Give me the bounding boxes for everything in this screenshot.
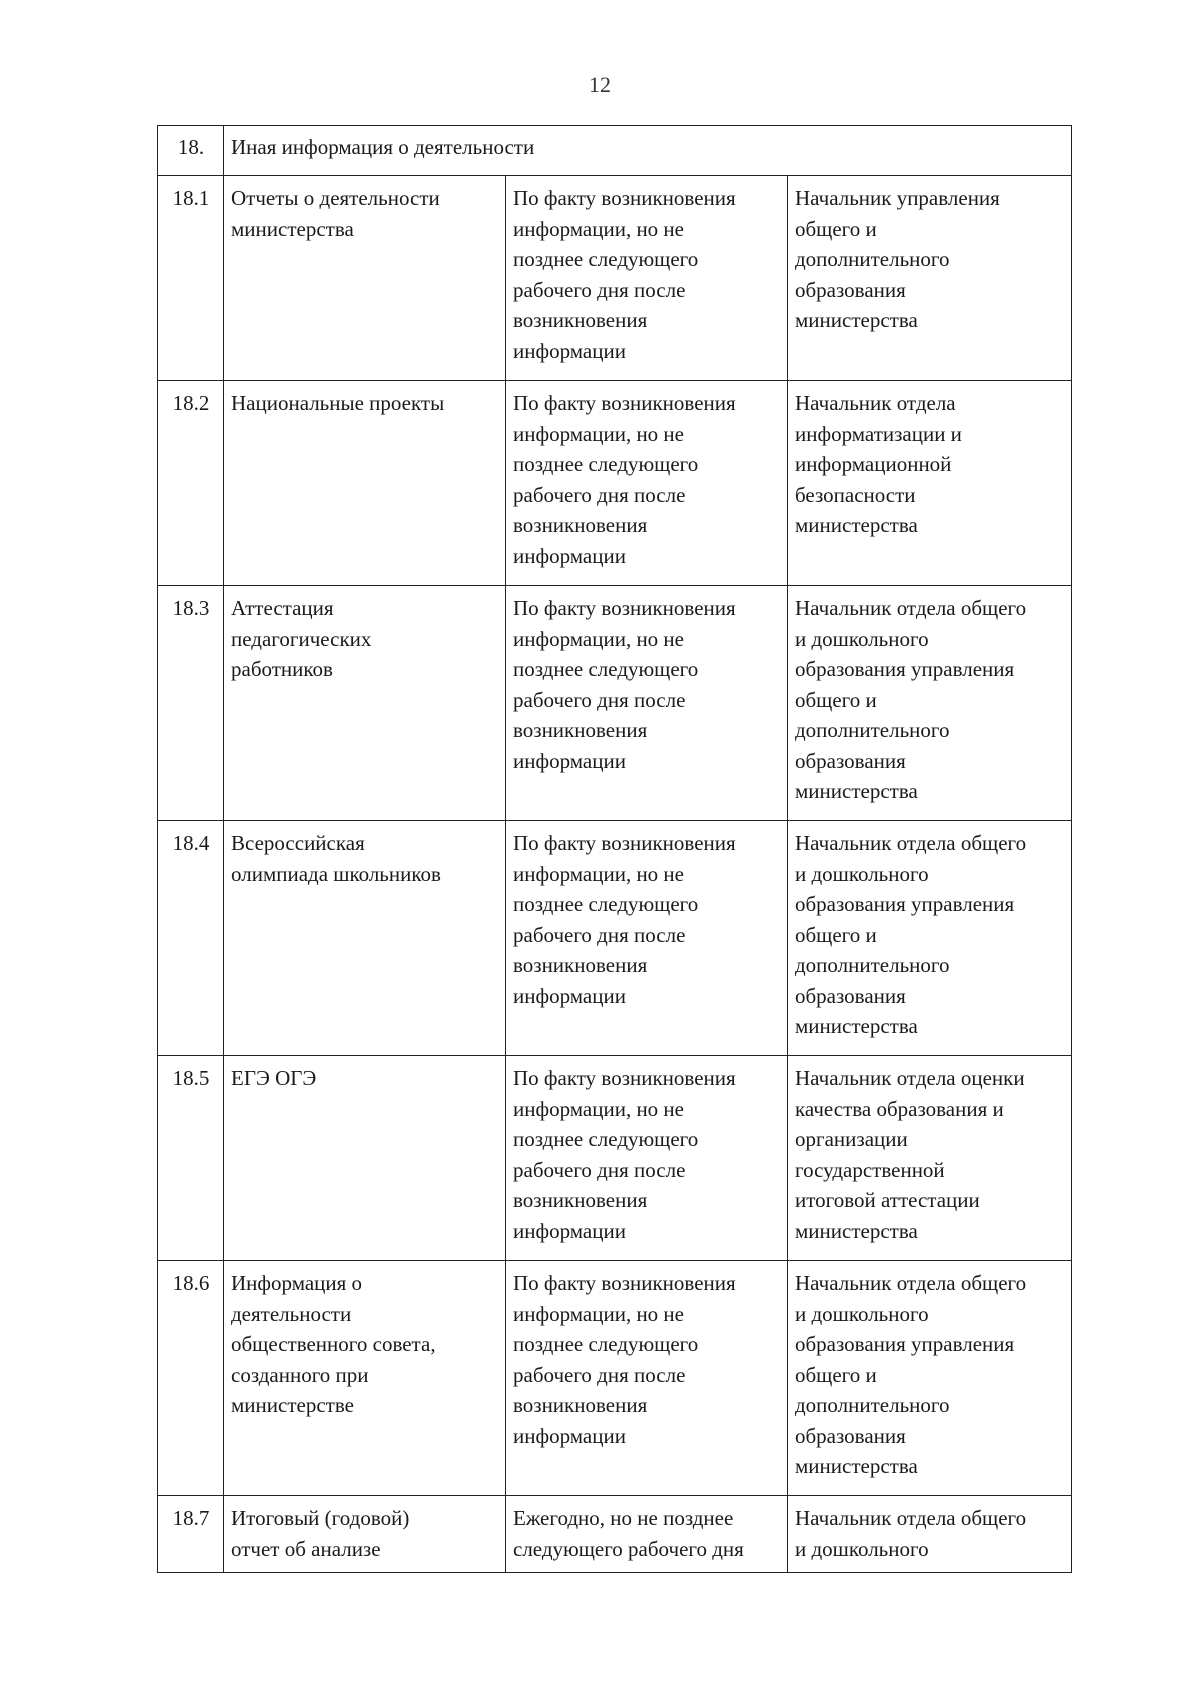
row-term: Ежегодно, но не позднее следующего рабочего дня <box>506 1496 788 1573</box>
row-term: По факту возникновения информации, но не позднее следующего рабочего дня после возникновения информации <box>506 1056 788 1261</box>
row-responsible: Начальник отдела общего и дошкольного <box>788 1496 1072 1573</box>
row-number: 18.2 <box>158 381 224 586</box>
row-term: По факту возникновения информации, но не позднее следующего рабочего дня после возникновения информации <box>506 381 788 586</box>
table-row <box>158 1056 1072 1261</box>
row-name: Всероссийская олимпиада школьников <box>224 821 506 1056</box>
row-number: 18.4 <box>158 821 224 1056</box>
row-responsible: Начальник управления общего и дополнительного образования министерства <box>788 176 1072 381</box>
page-number: 12 <box>589 72 611 97</box>
row-responsible: Начальник отдела информатизации и информационной безопасности министерства <box>788 381 1072 586</box>
row-term: По факту возникновения информации, но не позднее следующего рабочего дня после возникновения информации <box>506 586 788 821</box>
row-responsible: Начальник отдела общего и дошкольного образования управления общего и дополнительного образования министерства <box>788 821 1072 1056</box>
row-responsible: Начальник отдела общего и дошкольного образования управления общего и дополнительного образования министерства <box>788 1261 1072 1496</box>
row-number: 18.6 <box>158 1261 224 1496</box>
row-responsible: Начальник отдела общего и дошкольного образования управления общего и дополнительного образования министерства <box>788 586 1072 821</box>
row-name: Информация о деятельности общественного совета, созданного при министерстве <box>224 1261 506 1496</box>
row-name: Национальные проекты <box>224 381 506 586</box>
table-row <box>158 1261 1072 1496</box>
row-name: Итоговый (годовой) отчет об анализе <box>224 1496 506 1573</box>
table-row <box>158 381 1072 586</box>
information-table <box>157 125 1072 1573</box>
row-term: По факту возникновения информации, но не позднее следующего рабочего дня после возникновения информации <box>506 821 788 1056</box>
table-row <box>158 1496 1072 1573</box>
row-term: По факту возникновения информации, но не позднее следующего рабочего дня после возникновения информации <box>506 1261 788 1496</box>
row-responsible: Начальник отдела оценки качества образования и организации государственной итоговой аттестации министерства <box>788 1056 1072 1261</box>
section-header-row <box>158 126 1072 176</box>
row-name: Аттестация педагогических работников <box>224 586 506 821</box>
row-number: 18.7 <box>158 1496 224 1573</box>
row-term: По факту возникновения информации, но не позднее следующего рабочего дня после возникновения информации <box>506 176 788 381</box>
row-number: 18.1 <box>158 176 224 381</box>
section-title: Иная информация о деятельности <box>224 126 1072 176</box>
table-row <box>158 821 1072 1056</box>
row-number: 18.3 <box>158 586 224 821</box>
table-row <box>158 176 1072 381</box>
table-row <box>158 586 1072 821</box>
row-name: Отчеты о деятельности министерства <box>224 176 506 381</box>
section-number: 18. <box>158 126 224 176</box>
row-name: ЕГЭ ОГЭ <box>224 1056 506 1261</box>
row-number: 18.5 <box>158 1056 224 1261</box>
